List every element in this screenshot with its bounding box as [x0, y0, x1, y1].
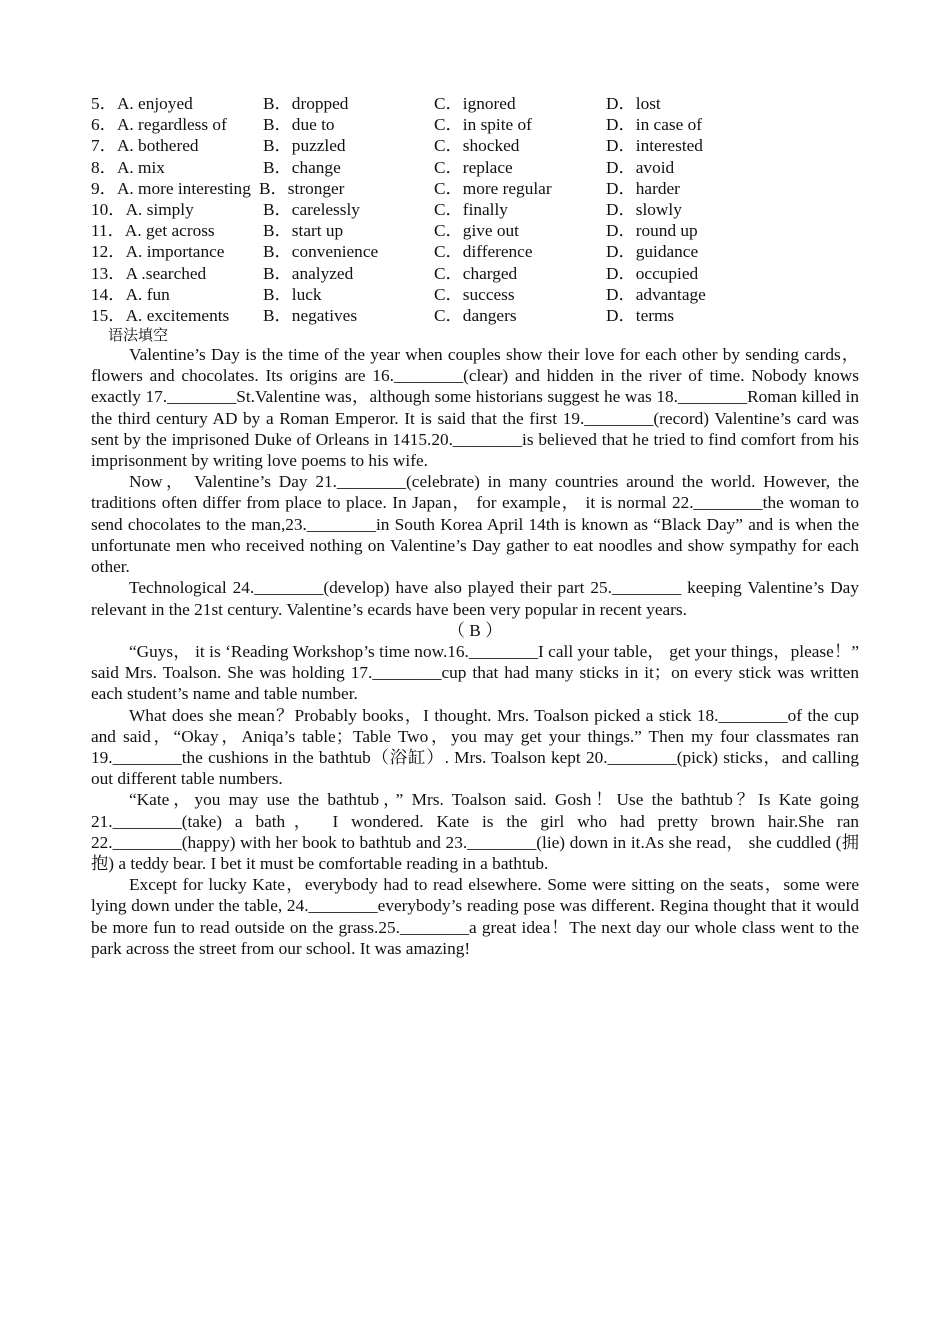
option-d: D．lost: [606, 94, 661, 113]
option-a: 6．A. regardless of: [91, 115, 227, 135]
option-a: 14．A. fun: [91, 284, 170, 304]
option-b: B．start up: [263, 221, 344, 241]
option-c: C．finally: [434, 199, 508, 219]
option-c: C．replace: [434, 157, 513, 177]
option-row: [91, 284, 859, 305]
option-d: D．interested: [606, 136, 703, 156]
option-a: 11．A. get across: [91, 221, 215, 241]
option-d: D．harder: [606, 178, 680, 198]
option-d: D．guidance: [606, 242, 699, 262]
option-row: [91, 178, 859, 199]
option-row: [91, 135, 859, 156]
passage-a-paragraph: Technological 24.________(develop) have also played their part 25.________ keeping Valentine’s Day relevant in the 21st century. Valentine’s ecards have been very popular in recent years.: [91, 578, 859, 619]
passage-b-paragraph: What does she mean？Probably books，I thought. Mrs. Toalson picked a stick 18.________of the cup and said，“Okay，Aniqa’s table；Table Two，you may get your things.” Then my four classmates ran 19.________the cushions in the bathtub（浴缸）. Mrs. Toalson kept 20.________(pick) sticks，and calling out different table numbers.: [91, 705, 859, 789]
option-row: [91, 305, 859, 326]
option-b: B．change: [263, 157, 341, 177]
option-c: C．difference: [434, 242, 533, 262]
option-a: 9．A. more interesting: [91, 178, 251, 198]
option-d: D．advantage: [606, 284, 706, 304]
passage-b-paragraph: “Kate，you may use the bathtub，” Mrs. Toalson said. Gosh！Use the bathtub？Is Kate going 21.________(take) a bath， I wondered. Kate is the girl who had pretty brown hair.She ran 22.________(happy) with her book to bathtub and 23.________(lie) down in it.As she read， she cuddled (拥抱) a teddy bear. I bet it must be comfortable reading in a bathtub.: [91, 790, 859, 873]
option-c: C．in spite of: [434, 115, 532, 135]
option-c: C．shocked: [434, 136, 520, 156]
option-b: B．analyzed: [263, 263, 354, 283]
passage-a-paragraph: Valentine’s Day is the time of the year when couples show their love for each other by sending cards，flowers and chocolates. Its origins are 16.________(clear) and hidden in the river of time. Nobody knows exactly 17.________St.Valentine was，although some historians suggest he was 18.________Roman killed in the third century AD by a Roman Emperor. It is said that the first 19.________(record) Valentine’s card was sent by the imprisoned Duke of Orleans in 1415.20.________is believed that he tried to find comfort from his imprisonment by writing love poems to his wife.: [91, 345, 859, 471]
option-a: 10．A. simply: [91, 199, 194, 219]
option-a: 13．A .searched: [91, 263, 207, 283]
option-d: D．in case of: [606, 115, 702, 135]
option-b: B．negatives: [263, 305, 358, 325]
option-row: [91, 263, 859, 284]
option-d: D．slowly: [606, 199, 682, 219]
option-b: B．luck: [263, 284, 322, 304]
option-a: 5．A. enjoyed: [91, 94, 193, 113]
option-b: B．carelessly: [263, 199, 360, 219]
option-c: C．charged: [434, 263, 518, 283]
option-c: C．more regular: [434, 178, 552, 198]
option-row: [91, 199, 859, 220]
option-c: C．dangers: [434, 305, 517, 325]
option-row: [91, 93, 859, 114]
option-d: D．terms: [606, 305, 675, 325]
passage-b-paragraph: Except for lucky Kate，everybody had to read elsewhere. Some were sitting on the seats，some were lying down under the table, 24.________everybody’s reading pose was different. Regina thought that it would be more fun to read outside on the grass.25.________a great idea！The next day our whole class went to the park across the street from our school. It was amazing!: [91, 875, 859, 958]
option-d: D．avoid: [606, 157, 675, 177]
option-a: 15．A. excitements: [91, 305, 230, 325]
option-c: C．give out: [434, 221, 519, 241]
option-d: D．occupied: [606, 263, 699, 283]
passage-a-paragraph: Now， Valentine’s Day 21.________(celebrate) in many countries around the world. However, the traditions often differ from place to place. In Japan， for example， it is normal 22.________the woman to send chocolates to the man,23.________in South Korea April 14th is known as “Black Day” and is when the unfortunate men who received nothing on Valentine’s Day gather to eat noodles and show sympathy for each other.: [91, 472, 859, 577]
option-b: B．due to: [263, 115, 335, 135]
option-a: 8．A. mix: [91, 157, 165, 177]
option-row: [91, 157, 859, 178]
option-row: [91, 220, 859, 241]
option-b: B．stronger: [259, 178, 345, 198]
option-row: [91, 241, 859, 262]
passage-b-paragraph: “Guys， it is ‘Reading Workshop’s time now.16.________I call your table， get your things，please！” said Mrs. Toalson. She was holding 17.________cup that had many sticks in it；on every stick was written each student’s name and table number.: [91, 641, 859, 704]
options-table: [91, 93, 859, 326]
option-row: [91, 114, 859, 135]
option-b: B．dropped: [263, 94, 349, 113]
option-c: C．success: [434, 284, 515, 304]
option-a: 7．A. bothered: [91, 136, 199, 156]
part-b-label: （ B ）: [447, 620, 503, 640]
option-c: C．ignored: [434, 94, 516, 113]
option-b: B．convenience: [263, 242, 379, 262]
section-title: 语法填空: [108, 326, 169, 345]
option-a: 12．A. importance: [91, 242, 225, 262]
option-d: D．round up: [606, 221, 698, 241]
document-page: [91, 93, 859, 959]
option-b: B．puzzled: [263, 136, 346, 156]
